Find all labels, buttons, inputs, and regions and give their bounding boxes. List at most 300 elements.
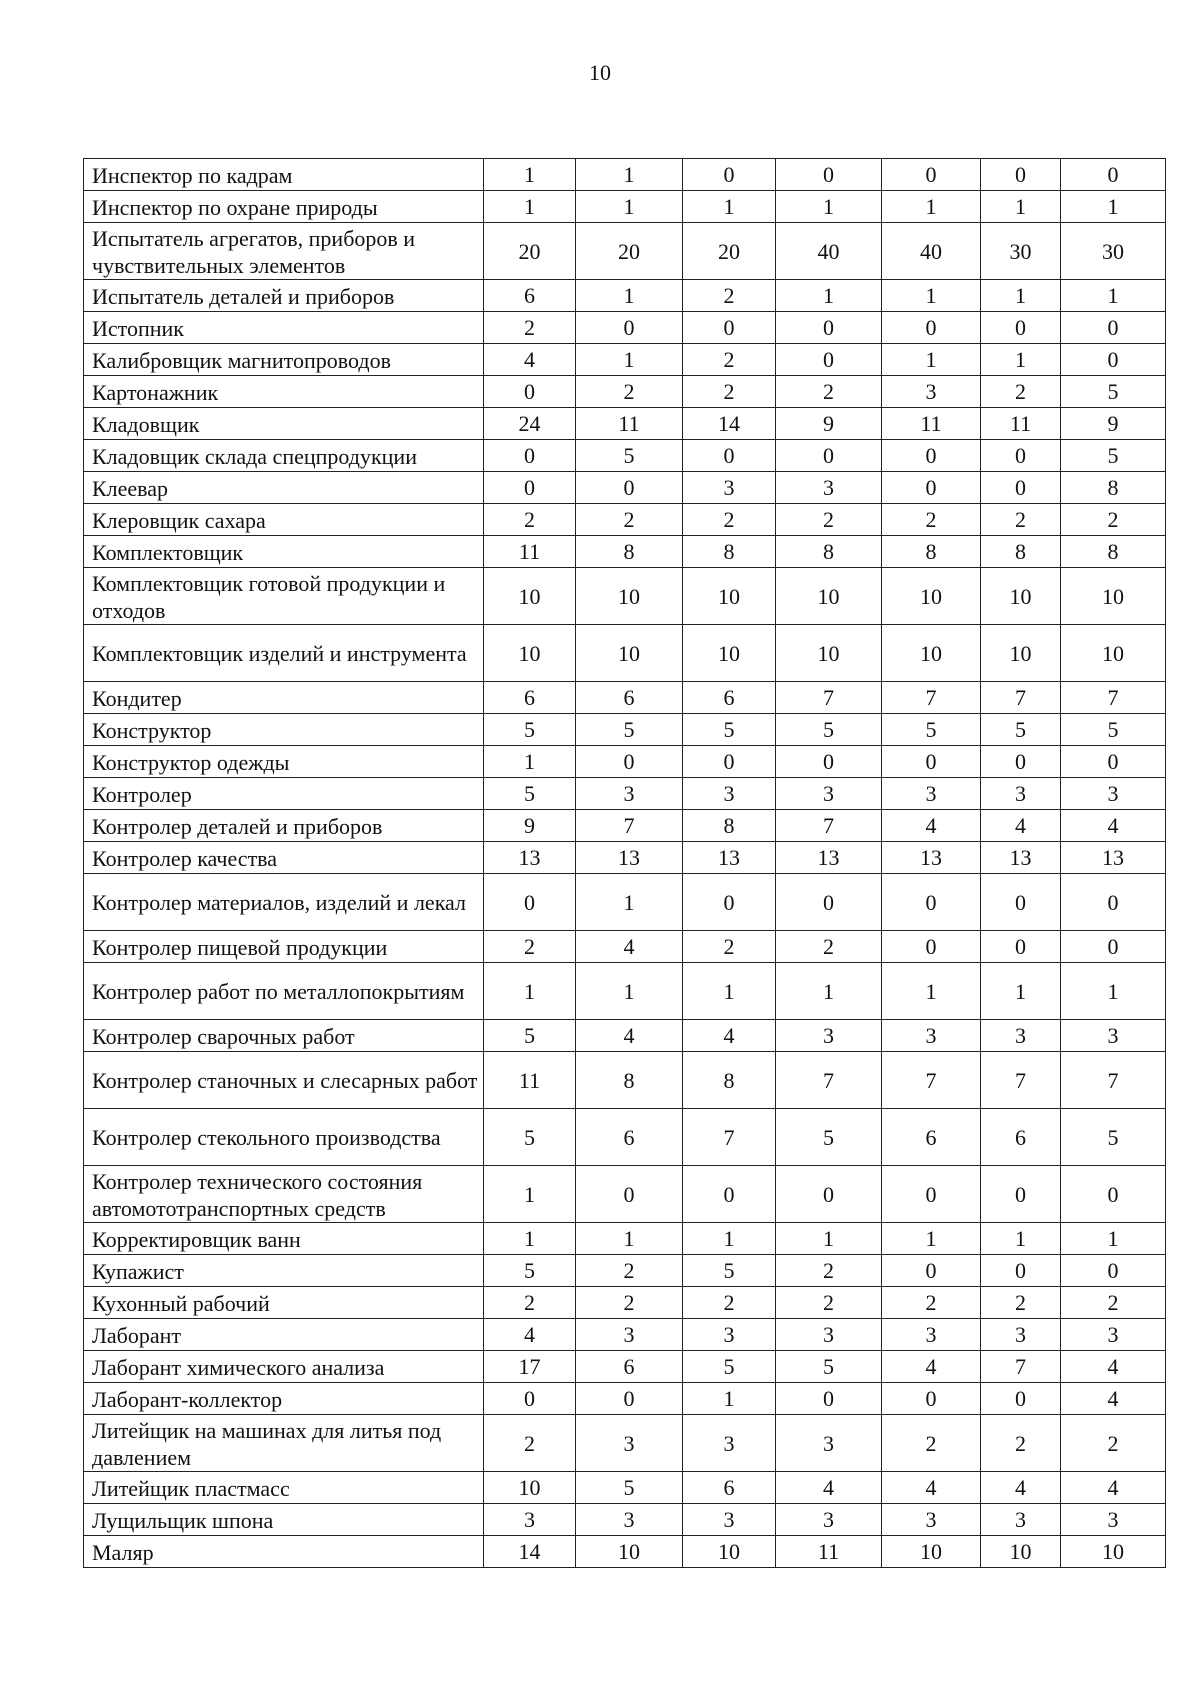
value-cell: 8 xyxy=(683,810,776,842)
table-row xyxy=(84,1223,1166,1255)
value-cell: 5 xyxy=(776,1109,882,1166)
value-cell: 3 xyxy=(1061,1319,1166,1351)
value-cell: 6 xyxy=(484,682,576,714)
value-cell: 2 xyxy=(776,376,882,408)
table-row xyxy=(84,842,1166,874)
value-cell: 3 xyxy=(776,1319,882,1351)
value-cell: 8 xyxy=(981,536,1061,568)
value-cell: 0 xyxy=(882,746,981,778)
profession-name-cell: Лаборант xyxy=(84,1319,484,1351)
value-cell: 10 xyxy=(882,568,981,625)
table-row xyxy=(84,408,1166,440)
profession-name-cell: Конструктор xyxy=(84,714,484,746)
value-cell: 4 xyxy=(882,810,981,842)
value-cell: 7 xyxy=(776,1052,882,1109)
profession-name-cell: Контролер xyxy=(84,778,484,810)
value-cell: 8 xyxy=(576,1052,683,1109)
value-cell: 3 xyxy=(576,1319,683,1351)
value-cell: 2 xyxy=(882,1287,981,1319)
table-row xyxy=(84,1351,1166,1383)
value-cell: 6 xyxy=(576,682,683,714)
value-cell: 5 xyxy=(1061,376,1166,408)
value-cell: 0 xyxy=(576,746,683,778)
value-cell: 0 xyxy=(776,874,882,931)
table-row xyxy=(84,1472,1166,1504)
value-cell: 8 xyxy=(776,536,882,568)
value-cell: 0 xyxy=(882,312,981,344)
value-cell: 3 xyxy=(683,1415,776,1472)
profession-name-cell: Контролер станочных и слесарных работ xyxy=(84,1052,484,1109)
value-cell: 7 xyxy=(882,682,981,714)
value-cell: 20 xyxy=(576,223,683,280)
table-row xyxy=(84,312,1166,344)
table-row xyxy=(84,536,1166,568)
profession-name-cell: Калибровщик магнитопроводов xyxy=(84,344,484,376)
value-cell: 5 xyxy=(576,1472,683,1504)
value-cell: 3 xyxy=(683,472,776,504)
value-cell: 5 xyxy=(1061,440,1166,472)
value-cell: 8 xyxy=(882,536,981,568)
value-cell: 10 xyxy=(882,1536,981,1568)
value-cell: 3 xyxy=(484,1504,576,1536)
value-cell: 4 xyxy=(981,810,1061,842)
value-cell: 0 xyxy=(981,1383,1061,1415)
value-cell: 40 xyxy=(882,223,981,280)
value-cell: 1 xyxy=(484,1166,576,1223)
profession-name-cell: Литейщик на машинах для литья под давлением xyxy=(84,1415,484,1472)
value-cell: 0 xyxy=(683,312,776,344)
value-cell: 4 xyxy=(1061,1351,1166,1383)
value-cell: 1 xyxy=(576,159,683,191)
value-cell: 11 xyxy=(981,408,1061,440)
profession-name-cell: Контролер работ по металлопокрытиям xyxy=(84,963,484,1020)
table-row xyxy=(84,625,1166,682)
profession-name-cell: Картонажник xyxy=(84,376,484,408)
value-cell: 2 xyxy=(576,1287,683,1319)
value-cell: 1 xyxy=(1061,191,1166,223)
value-cell: 1 xyxy=(683,1223,776,1255)
profession-name-cell: Кондитер xyxy=(84,682,484,714)
value-cell: 3 xyxy=(776,1020,882,1052)
value-cell: 0 xyxy=(981,1166,1061,1223)
value-cell: 3 xyxy=(576,1415,683,1472)
table-row xyxy=(84,472,1166,504)
value-cell: 2 xyxy=(484,931,576,963)
profession-name-cell: Контролер материалов, изделий и лекал xyxy=(84,874,484,931)
value-cell: 11 xyxy=(484,1052,576,1109)
value-cell: 2 xyxy=(981,1415,1061,1472)
value-cell: 3 xyxy=(683,778,776,810)
value-cell: 10 xyxy=(776,568,882,625)
value-cell: 10 xyxy=(683,625,776,682)
value-cell: 10 xyxy=(1061,568,1166,625)
value-cell: 5 xyxy=(683,1255,776,1287)
value-cell: 2 xyxy=(1061,504,1166,536)
table-row xyxy=(84,159,1166,191)
value-cell: 8 xyxy=(1061,472,1166,504)
value-cell: 0 xyxy=(484,1383,576,1415)
value-cell: 1 xyxy=(576,874,683,931)
value-cell: 1 xyxy=(776,280,882,312)
table-row xyxy=(84,931,1166,963)
value-cell: 7 xyxy=(981,1052,1061,1109)
value-cell: 1 xyxy=(882,963,981,1020)
value-cell: 1 xyxy=(981,1223,1061,1255)
value-cell: 0 xyxy=(683,746,776,778)
table-row xyxy=(84,1415,1166,1472)
value-cell: 4 xyxy=(882,1472,981,1504)
value-cell: 11 xyxy=(776,1536,882,1568)
table-row xyxy=(84,746,1166,778)
value-cell: 4 xyxy=(484,344,576,376)
value-cell: 2 xyxy=(776,504,882,536)
profession-name-cell: Кладовщик xyxy=(84,408,484,440)
value-cell: 5 xyxy=(776,714,882,746)
value-cell: 1 xyxy=(981,280,1061,312)
value-cell: 10 xyxy=(776,625,882,682)
value-cell: 10 xyxy=(576,1536,683,1568)
value-cell: 10 xyxy=(981,568,1061,625)
value-cell: 7 xyxy=(981,1351,1061,1383)
value-cell: 0 xyxy=(776,440,882,472)
value-cell: 1 xyxy=(981,963,1061,1020)
value-cell: 0 xyxy=(1061,159,1166,191)
value-cell: 3 xyxy=(981,1319,1061,1351)
value-cell: 0 xyxy=(882,1166,981,1223)
value-cell: 1 xyxy=(776,191,882,223)
value-cell: 1 xyxy=(484,191,576,223)
value-cell: 0 xyxy=(1061,312,1166,344)
value-cell: 10 xyxy=(576,568,683,625)
value-cell: 4 xyxy=(1061,1383,1166,1415)
value-cell: 7 xyxy=(776,810,882,842)
value-cell: 0 xyxy=(576,1383,683,1415)
value-cell: 2 xyxy=(683,376,776,408)
value-cell: 3 xyxy=(1061,1504,1166,1536)
value-cell: 4 xyxy=(1061,810,1166,842)
value-cell: 6 xyxy=(576,1109,683,1166)
table-row xyxy=(84,1383,1166,1415)
value-cell: 0 xyxy=(981,312,1061,344)
value-cell: 6 xyxy=(683,682,776,714)
value-cell: 13 xyxy=(576,842,683,874)
value-cell: 30 xyxy=(981,223,1061,280)
value-cell: 0 xyxy=(576,1166,683,1223)
value-cell: 5 xyxy=(1061,714,1166,746)
value-cell: 1 xyxy=(576,191,683,223)
value-cell: 3 xyxy=(981,1020,1061,1052)
value-cell: 2 xyxy=(882,1415,981,1472)
table-row xyxy=(84,682,1166,714)
value-cell: 1 xyxy=(484,1223,576,1255)
profession-name-cell: Комплектовщик изделий и инструмента xyxy=(84,625,484,682)
value-cell: 40 xyxy=(776,223,882,280)
value-cell: 13 xyxy=(683,842,776,874)
value-cell: 1 xyxy=(981,344,1061,376)
value-cell: 0 xyxy=(1061,874,1166,931)
value-cell: 3 xyxy=(882,778,981,810)
value-cell: 2 xyxy=(484,504,576,536)
value-cell: 1 xyxy=(683,191,776,223)
table-row xyxy=(84,778,1166,810)
page-number: 10 xyxy=(589,60,611,85)
value-cell: 2 xyxy=(683,280,776,312)
profession-name-cell: Истопник xyxy=(84,312,484,344)
value-cell: 5 xyxy=(882,714,981,746)
value-cell: 2 xyxy=(776,931,882,963)
value-cell: 0 xyxy=(981,159,1061,191)
value-cell: 1 xyxy=(882,280,981,312)
value-cell: 0 xyxy=(981,472,1061,504)
value-cell: 3 xyxy=(683,1504,776,1536)
profession-name-cell: Контролер стекольного производства xyxy=(84,1109,484,1166)
profession-name-cell: Контролер качества xyxy=(84,842,484,874)
value-cell: 4 xyxy=(882,1351,981,1383)
profession-name-cell: Клеровщик сахара xyxy=(84,504,484,536)
value-cell: 2 xyxy=(683,504,776,536)
value-cell: 7 xyxy=(683,1109,776,1166)
value-cell: 0 xyxy=(484,874,576,931)
value-cell: 0 xyxy=(484,472,576,504)
profession-name-cell: Испытатель деталей и приборов xyxy=(84,280,484,312)
value-cell: 5 xyxy=(683,1351,776,1383)
profession-name-cell: Лаборант химического анализа xyxy=(84,1351,484,1383)
table-row xyxy=(84,191,1166,223)
value-cell: 1 xyxy=(576,963,683,1020)
value-cell: 1 xyxy=(484,746,576,778)
value-cell: 1 xyxy=(882,1223,981,1255)
profession-name-cell: Контролер пищевой продукции xyxy=(84,931,484,963)
value-cell: 10 xyxy=(981,1536,1061,1568)
value-cell: 0 xyxy=(882,440,981,472)
value-cell: 3 xyxy=(776,778,882,810)
value-cell: 2 xyxy=(484,312,576,344)
profession-name-cell: Комплектовщик готовой продукции и отходов xyxy=(84,568,484,625)
value-cell: 0 xyxy=(882,159,981,191)
profession-name-cell: Корректировщик ванн xyxy=(84,1223,484,1255)
value-cell: 0 xyxy=(1061,931,1166,963)
value-cell: 0 xyxy=(576,312,683,344)
profession-table xyxy=(83,158,1166,1568)
profession-name-cell: Клеевар xyxy=(84,472,484,504)
value-cell: 3 xyxy=(683,1319,776,1351)
value-cell: 10 xyxy=(981,625,1061,682)
value-cell: 1 xyxy=(484,159,576,191)
value-cell: 2 xyxy=(484,1415,576,1472)
value-cell: 1 xyxy=(882,191,981,223)
value-cell: 10 xyxy=(484,1472,576,1504)
table-row xyxy=(84,963,1166,1020)
table-row xyxy=(84,223,1166,280)
value-cell: 11 xyxy=(576,408,683,440)
value-cell: 1 xyxy=(1061,280,1166,312)
value-cell: 1 xyxy=(776,1223,882,1255)
value-cell: 2 xyxy=(1061,1415,1166,1472)
value-cell: 13 xyxy=(981,842,1061,874)
value-cell: 3 xyxy=(981,1504,1061,1536)
value-cell: 10 xyxy=(1061,625,1166,682)
value-cell: 2 xyxy=(683,1287,776,1319)
table-row xyxy=(84,1166,1166,1223)
value-cell: 1 xyxy=(882,344,981,376)
value-cell: 3 xyxy=(981,778,1061,810)
value-cell: 2 xyxy=(576,376,683,408)
value-cell: 0 xyxy=(1061,1166,1166,1223)
table-row xyxy=(84,440,1166,472)
table-row xyxy=(84,1255,1166,1287)
value-cell: 5 xyxy=(484,1255,576,1287)
value-cell: 2 xyxy=(1061,1287,1166,1319)
value-cell: 4 xyxy=(576,1020,683,1052)
value-cell: 7 xyxy=(1061,682,1166,714)
value-cell: 0 xyxy=(776,159,882,191)
value-cell: 11 xyxy=(484,536,576,568)
table-row xyxy=(84,376,1166,408)
value-cell: 3 xyxy=(882,1504,981,1536)
value-cell: 8 xyxy=(576,536,683,568)
value-cell: 3 xyxy=(882,1319,981,1351)
value-cell: 3 xyxy=(1061,1020,1166,1052)
value-cell: 5 xyxy=(484,778,576,810)
value-cell: 5 xyxy=(683,714,776,746)
value-cell: 7 xyxy=(576,810,683,842)
value-cell: 3 xyxy=(576,778,683,810)
value-cell: 1 xyxy=(576,344,683,376)
value-cell: 2 xyxy=(776,1255,882,1287)
value-cell: 2 xyxy=(882,504,981,536)
value-cell: 2 xyxy=(683,931,776,963)
value-cell: 2 xyxy=(981,504,1061,536)
value-cell: 0 xyxy=(776,1166,882,1223)
value-cell: 2 xyxy=(776,1287,882,1319)
value-cell: 0 xyxy=(576,472,683,504)
value-cell: 0 xyxy=(484,376,576,408)
value-cell: 9 xyxy=(1061,408,1166,440)
value-cell: 11 xyxy=(882,408,981,440)
value-cell: 5 xyxy=(1061,1109,1166,1166)
value-cell: 7 xyxy=(981,682,1061,714)
value-cell: 0 xyxy=(683,440,776,472)
value-cell: 10 xyxy=(1061,1536,1166,1568)
table-row xyxy=(84,1020,1166,1052)
profession-name-cell: Литейщик пластмасс xyxy=(84,1472,484,1504)
table-row xyxy=(84,1536,1166,1568)
value-cell: 0 xyxy=(882,1255,981,1287)
value-cell: 2 xyxy=(576,504,683,536)
value-cell: 0 xyxy=(683,1166,776,1223)
value-cell: 6 xyxy=(882,1109,981,1166)
value-cell: 5 xyxy=(484,714,576,746)
table-row xyxy=(84,280,1166,312)
value-cell: 3 xyxy=(776,1504,882,1536)
value-cell: 6 xyxy=(683,1472,776,1504)
value-cell: 14 xyxy=(683,408,776,440)
value-cell: 10 xyxy=(484,568,576,625)
value-cell: 2 xyxy=(981,376,1061,408)
value-cell: 30 xyxy=(1061,223,1166,280)
value-cell: 1 xyxy=(683,1383,776,1415)
value-cell: 10 xyxy=(683,568,776,625)
profession-name-cell: Купажист xyxy=(84,1255,484,1287)
value-cell: 1 xyxy=(683,963,776,1020)
profession-name-cell: Инспектор по кадрам xyxy=(84,159,484,191)
value-cell: 2 xyxy=(683,344,776,376)
value-cell: 0 xyxy=(981,874,1061,931)
profession-name-cell: Кухонный рабочий xyxy=(84,1287,484,1319)
value-cell: 5 xyxy=(484,1109,576,1166)
value-cell: 2 xyxy=(576,1255,683,1287)
value-cell: 1 xyxy=(1061,963,1166,1020)
value-cell: 0 xyxy=(1061,344,1166,376)
profession-name-cell: Комплектовщик xyxy=(84,536,484,568)
value-cell: 10 xyxy=(882,625,981,682)
value-cell: 2 xyxy=(484,1287,576,1319)
value-cell: 0 xyxy=(776,344,882,376)
value-cell: 7 xyxy=(882,1052,981,1109)
value-cell: 0 xyxy=(683,874,776,931)
value-cell: 24 xyxy=(484,408,576,440)
table-row xyxy=(84,810,1166,842)
value-cell: 1 xyxy=(484,963,576,1020)
value-cell: 0 xyxy=(1061,1255,1166,1287)
profession-name-cell: Маляр xyxy=(84,1536,484,1568)
value-cell: 4 xyxy=(484,1319,576,1351)
profession-name-cell: Контролер деталей и приборов xyxy=(84,810,484,842)
value-cell: 2 xyxy=(981,1287,1061,1319)
value-cell: 0 xyxy=(981,440,1061,472)
value-cell: 13 xyxy=(882,842,981,874)
value-cell: 10 xyxy=(576,625,683,682)
value-cell: 20 xyxy=(683,223,776,280)
table-row xyxy=(84,714,1166,746)
profession-name-cell: Лаборант-коллектор xyxy=(84,1383,484,1415)
value-cell: 0 xyxy=(981,1255,1061,1287)
value-cell: 1 xyxy=(576,280,683,312)
table-row xyxy=(84,568,1166,625)
value-cell: 1 xyxy=(776,963,882,1020)
table-row xyxy=(84,1287,1166,1319)
value-cell: 4 xyxy=(981,1472,1061,1504)
value-cell: 0 xyxy=(882,874,981,931)
value-cell: 0 xyxy=(981,746,1061,778)
value-cell: 0 xyxy=(882,1383,981,1415)
value-cell: 3 xyxy=(882,1020,981,1052)
value-cell: 13 xyxy=(776,842,882,874)
value-cell: 0 xyxy=(776,1383,882,1415)
table-row xyxy=(84,1504,1166,1536)
value-cell: 0 xyxy=(882,472,981,504)
table-row xyxy=(84,874,1166,931)
value-cell: 0 xyxy=(484,440,576,472)
value-cell: 0 xyxy=(882,931,981,963)
table-row xyxy=(84,504,1166,536)
value-cell: 0 xyxy=(1061,746,1166,778)
value-cell: 9 xyxy=(776,408,882,440)
table-row xyxy=(84,1109,1166,1166)
value-cell: 3 xyxy=(1061,778,1166,810)
value-cell: 0 xyxy=(776,746,882,778)
value-cell: 6 xyxy=(981,1109,1061,1166)
value-cell: 1 xyxy=(576,1223,683,1255)
profession-name-cell: Конструктор одежды xyxy=(84,746,484,778)
value-cell: 5 xyxy=(576,714,683,746)
value-cell: 0 xyxy=(776,312,882,344)
value-cell: 6 xyxy=(576,1351,683,1383)
profession-name-cell: Контролер технического состояния автомототранспортных средств xyxy=(84,1166,484,1223)
value-cell: 6 xyxy=(484,280,576,312)
value-cell: 4 xyxy=(776,1472,882,1504)
value-cell: 5 xyxy=(981,714,1061,746)
